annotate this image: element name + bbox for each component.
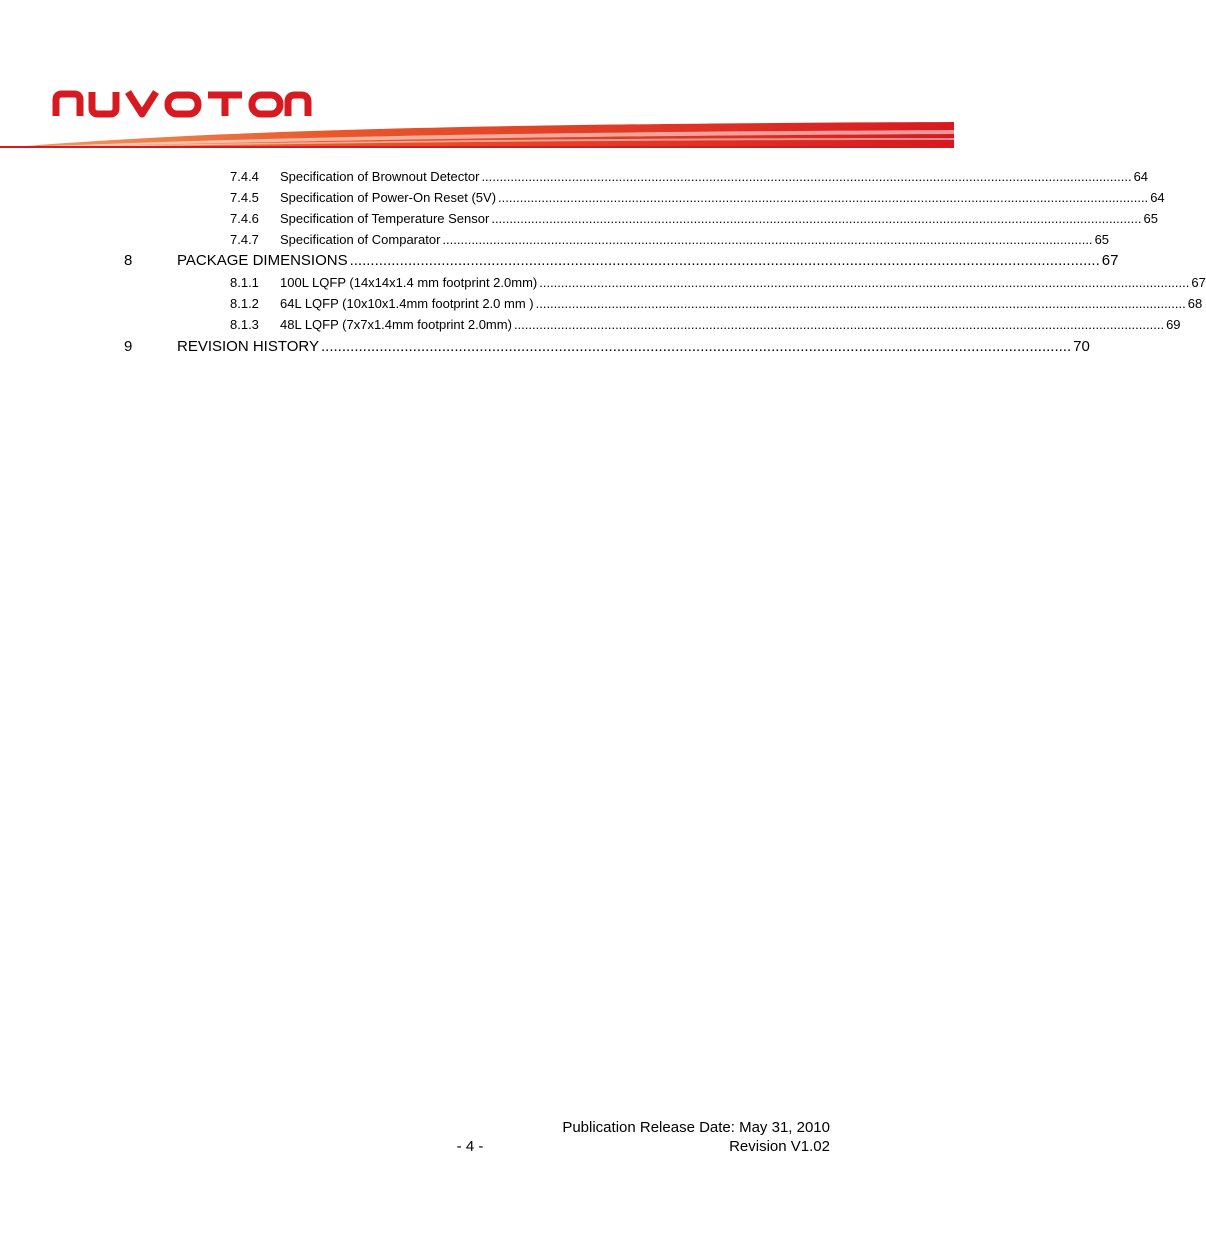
nuvoton-logo [52, 86, 312, 120]
toc-dot-leader: .................................................................................................................................................................................... [535, 296, 1186, 311]
toc-entry-page: 68 [1187, 296, 1203, 311]
toc-dot-leader: .................................................................................................................................................................................... [481, 169, 1132, 184]
toc-entry-number: 8.1.3 [230, 317, 259, 332]
toc-entry-7-4-5[interactable] [0, 189, 1165, 206]
toc-dot-leader: .................................................................................................................................................................................... [349, 252, 1100, 269]
toc-entry-number: 7.4.6 [230, 211, 259, 226]
toc-dot-leader: .................................................................................................................................................................................... [498, 190, 1149, 205]
toc-entry-page: 67 [1101, 252, 1119, 269]
toc-entry-title: Specification of Comparator [280, 232, 441, 247]
toc-entry-8-1-2[interactable] [0, 295, 1203, 312]
toc-entry-title: Specification of Power-On Reset (5V) [280, 190, 497, 205]
toc-entry-page: 64 [1150, 190, 1165, 205]
toc-entry-number: 9 [124, 338, 133, 355]
toc-entry-title: 100L LQFP (14x14x1.4 mm footprint 2.0mm) [280, 275, 538, 290]
page-header [0, 0, 954, 150]
toc-entry-9[interactable] [0, 337, 1090, 356]
toc-entry-7-4-6[interactable] [0, 210, 1158, 227]
toc-entry-8-1-3[interactable] [0, 316, 1181, 333]
toc-entry-title: REVISION HISTORY [177, 338, 319, 355]
toc-entry-8[interactable] [0, 251, 1119, 270]
toc-entry-title: Specification of Temperature Sensor [280, 211, 490, 226]
toc-entry-page: 65 [1094, 232, 1110, 247]
toc-dot-leader: .................................................................................................................................................................................... [491, 211, 1142, 226]
toc-entry-page: 67 [1191, 275, 1206, 290]
toc-entry-page: 69 [1166, 317, 1181, 332]
toc-dot-leader: .................................................................................................................................................................................... [442, 232, 1093, 247]
page-number: - 4 - [456, 1138, 484, 1155]
toc-entry-7-4-7[interactable] [0, 231, 1110, 248]
toc-entry-page: 70 [1073, 338, 1090, 355]
toc-entry-page: 65 [1143, 211, 1158, 226]
toc-entry-number: 8.1.2 [230, 296, 259, 311]
toc-entry-7-4-4[interactable] [0, 168, 1149, 185]
toc-entry-title: 64L LQFP (10x10x1.4mm footprint 2.0 mm ) [280, 296, 534, 311]
toc-entry-title: Specification of Brownout Detector [280, 169, 480, 184]
toc-entry-number: 8.1.1 [230, 275, 259, 290]
toc-entry-title: 48L LQFP (7x7x1.4mm footprint 2.0mm) [280, 317, 512, 332]
toc-entry-number: 7.4.4 [230, 169, 259, 184]
toc-dot-leader: .................................................................................................................................................................................... [513, 317, 1165, 332]
toc-entry-page: 64 [1133, 169, 1149, 184]
toc-entry-number: 7.4.7 [230, 232, 259, 247]
publication-release-date: Publication Release Date: May 31, 2010 [562, 1119, 830, 1136]
toc-dot-leader: .................................................................................................................................................................................... [320, 338, 1072, 355]
toc-entry-number: 8 [124, 252, 133, 269]
toc-entry-8-1-1[interactable] [0, 274, 1206, 291]
revision-label: Revision V1.02 [729, 1138, 830, 1155]
toc-entry-title: PACKAGE DIMENSIONS [177, 252, 348, 269]
toc-entry-number: 7.4.5 [230, 190, 259, 205]
header-banner [0, 118, 954, 148]
toc-dot-leader: .................................................................................................................................................................................... [539, 275, 1190, 290]
